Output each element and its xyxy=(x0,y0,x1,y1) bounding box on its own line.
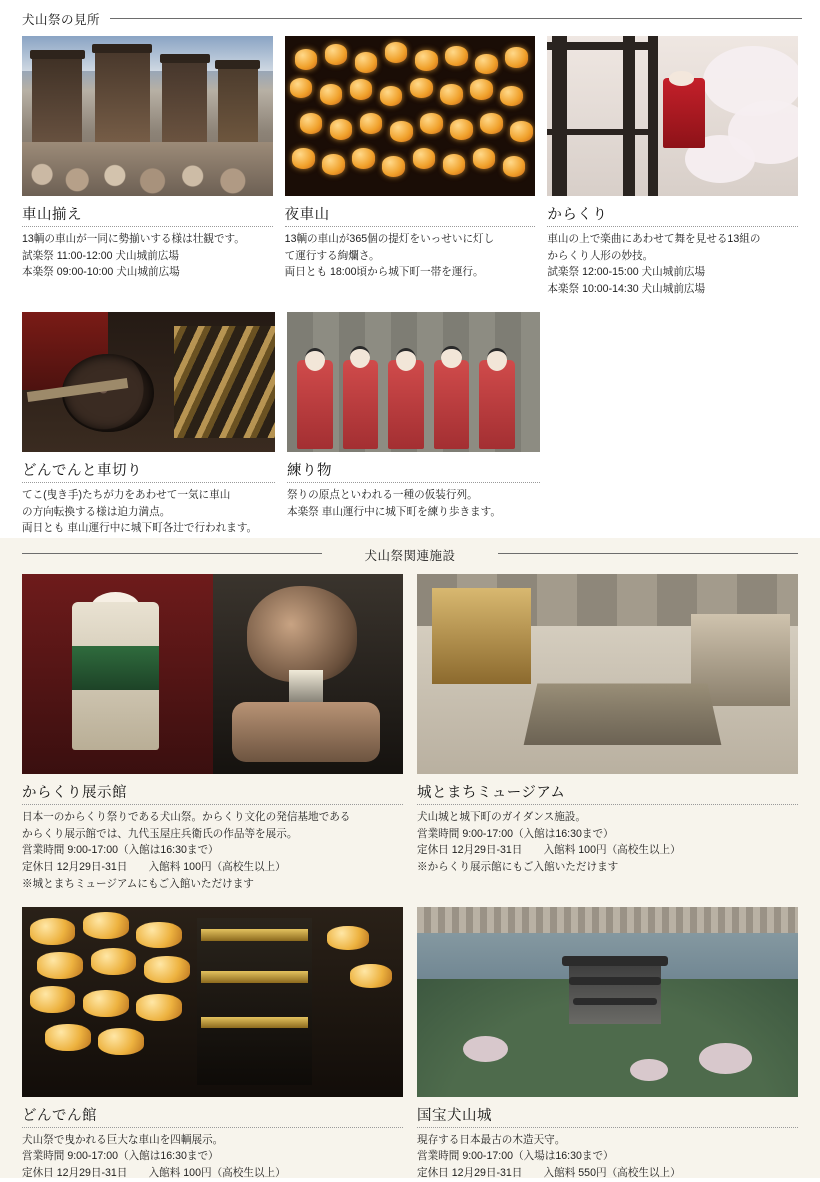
header-rule-right xyxy=(498,553,798,554)
body-line: ※からくり展示館にもご入館いただけます xyxy=(417,861,619,874)
body-line: 犬山城と城下町のガイダンス施設。 xyxy=(417,811,586,823)
body-line: 営業時間 9:00-17:00（入館は16:30まで） xyxy=(22,1150,219,1163)
body-line: 試楽祭 12:00-15:00 犬山城前広場 xyxy=(547,266,706,279)
car-parade-photo xyxy=(22,36,273,196)
caption-divider xyxy=(22,804,403,805)
caption-divider xyxy=(417,804,798,805)
highlights-row-1 xyxy=(0,32,820,298)
facilities-row-1 xyxy=(0,568,820,893)
body-line: 両日とも 車山運行中に城下町各辻で行われます。 xyxy=(22,522,258,535)
body-line: てこ(曳き手)たちが力をあわせて一気に車山 xyxy=(22,488,231,501)
highlight-caption: 夜車山 xyxy=(284,207,330,223)
castle-town-museum-photo xyxy=(417,574,798,774)
facility-body xyxy=(22,1132,403,1182)
section-highlights-title: 犬山祭の見所 xyxy=(22,13,101,27)
caption-divider xyxy=(287,482,540,483)
facility-body xyxy=(417,1132,798,1182)
body-line: 車山の上で楽曲にあわせて舞を見せる13組の xyxy=(547,233,761,245)
facility-body xyxy=(417,809,798,876)
caption-divider xyxy=(417,1127,798,1128)
facility-body xyxy=(22,809,403,893)
highlight-body xyxy=(22,487,275,537)
highlight-caption: 車山揃え xyxy=(22,207,82,223)
body-line: 13輌の車山が一同に勢揃いする様は壮観です。 xyxy=(22,233,245,245)
body-line: 両日とも 18:00頃から城下町一帯を運行。 xyxy=(284,266,484,279)
highlight-card-parade xyxy=(22,36,273,298)
inuyama-castle-photo xyxy=(417,907,798,1097)
highlight-card-donden xyxy=(22,312,275,537)
highlight-card-neri xyxy=(287,312,540,537)
karakuri-exhibit-photo xyxy=(22,574,403,774)
highlight-body xyxy=(22,231,273,281)
facility-card-castle xyxy=(417,907,798,1182)
body-line: 定休日 12月29日-31日 入館料 550円（高校生以上） xyxy=(417,1167,681,1180)
highlight-caption: どんでんと車切り xyxy=(22,462,142,479)
donden-hall-photo xyxy=(22,907,403,1097)
body-line: 犬山祭で曳かれる巨大な車山を四輌展示。 xyxy=(22,1133,224,1146)
section-facilities-title: 犬山祭関連施設 xyxy=(354,546,465,564)
body-line: 本楽祭 車山運行中に城下町を練り歩きます。 xyxy=(287,505,501,518)
donden-wheel-photo xyxy=(22,312,275,452)
facility-caption: からくり展示館 xyxy=(22,785,127,801)
section-highlights xyxy=(0,0,820,538)
highlight-caption: 練り物 xyxy=(287,462,332,479)
facility-card-donden-hall xyxy=(22,907,403,1182)
body-line: 日本一のからくり祭りである犬山祭。からくり文化の発信基地である xyxy=(22,811,351,823)
highlight-body xyxy=(547,231,798,298)
body-line: 定休日 12月29日-31日 入館料 100円（高校生以上） xyxy=(22,1167,286,1180)
body-line: 営業時間 9:00-17:00（入場は16:30まで） xyxy=(417,1150,614,1163)
header-rule xyxy=(110,18,802,19)
highlight-card-night xyxy=(285,36,536,298)
body-line: からくり人形の妙技。 xyxy=(547,249,654,262)
night-lanterns-photo xyxy=(285,36,536,196)
highlight-card-karakuri xyxy=(547,36,798,298)
facility-card-castle-town-museum xyxy=(417,574,798,893)
caption-divider xyxy=(285,226,536,227)
karakuri-doll-photo xyxy=(547,36,798,196)
facility-caption: どんでん館 xyxy=(22,1107,97,1124)
body-line: て運行する絢爛さ。 xyxy=(284,249,380,262)
body-line: からくり展示館では、九代玉屋庄兵衛氏の作品等を展示。 xyxy=(22,827,298,840)
facility-card-karakuri-museum xyxy=(22,574,403,893)
facility-caption: 城とまちミュージアム xyxy=(417,785,566,801)
section-facilities xyxy=(0,538,820,1178)
body-line: 13輌の車山が365個の提灯をいっせいに灯し xyxy=(284,233,495,245)
body-line: 本楽祭 10:00-14:30 犬山城前広場 xyxy=(547,283,706,296)
body-line: ※城とまちミュージアムにもご入館いただけます xyxy=(22,877,254,890)
children-procession-photo xyxy=(287,312,540,452)
section-facilities-header xyxy=(0,538,820,568)
body-line: 試楽祭 11:00-12:00 犬山城前広場 xyxy=(22,249,179,262)
highlight-body xyxy=(285,231,536,281)
body-line: 定休日 12月29日-31日 入館料 100円（高校生以上） xyxy=(22,861,286,874)
body-line: 営業時間 9:00-17:00（入館は16:30まで） xyxy=(22,844,219,857)
caption-divider xyxy=(22,1127,403,1128)
highlight-caption: からくり xyxy=(547,207,608,223)
caption-divider xyxy=(22,226,273,227)
facilities-row-2 xyxy=(0,893,820,1182)
body-line: の方向転換する様は迫力満点。 xyxy=(22,505,171,518)
body-line: 営業時間 9:00-17:00（入館は16:30まで） xyxy=(417,827,614,840)
caption-divider xyxy=(22,482,275,483)
body-line: 現存する日本最古の木造天守。 xyxy=(417,1133,566,1146)
section-highlights-header xyxy=(0,0,820,32)
highlight-body xyxy=(287,487,540,520)
highlights-row-2 xyxy=(0,298,820,537)
caption-divider xyxy=(547,226,798,227)
body-line: 定休日 12月29日-31日 入館料 100円（高校生以上） xyxy=(417,844,681,857)
body-line: 本楽祭 09:00-10:00 犬山城前広場 xyxy=(22,266,180,279)
body-line: 祭りの原点といわれる一種の仮装行列。 xyxy=(287,488,478,501)
facility-caption: 国宝犬山城 xyxy=(417,1107,492,1124)
header-rule-left xyxy=(22,553,322,554)
